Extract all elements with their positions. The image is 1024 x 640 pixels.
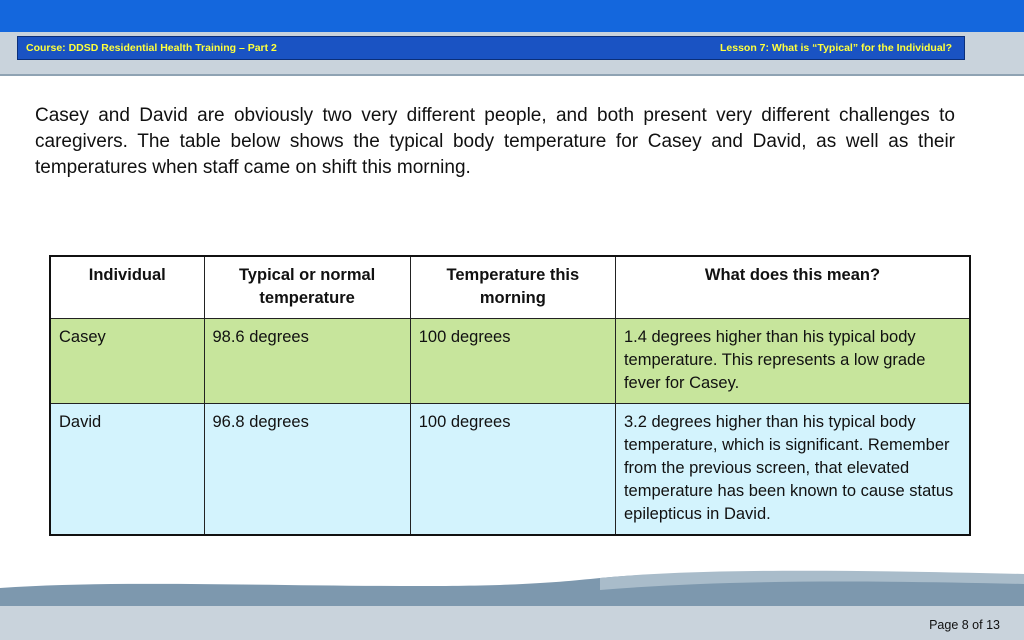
cell-typical-temperature: 98.6 degrees: [204, 319, 410, 404]
cell-individual: David: [50, 404, 204, 536]
table-row: [50, 319, 970, 404]
cell-typical-temperature: 96.8 degrees: [204, 404, 410, 536]
cell-temperature-this-morning: 100 degrees: [410, 319, 615, 404]
table-header-row: [50, 256, 970, 319]
header-bar: [17, 36, 965, 60]
footer-wave: [0, 560, 1024, 640]
header-meaning: What does this mean?: [615, 256, 970, 319]
cell-individual: Casey: [50, 319, 204, 404]
temperature-table: [49, 255, 971, 536]
top-band: [0, 0, 1024, 33]
header-temperature-this-morning: Temperature this morning: [410, 256, 615, 319]
lesson-title: Lesson 7: What is “Typical” for the Individual?: [720, 42, 952, 54]
intro-paragraph: Casey and David are obviously two very different people, and both present very different challenges to caregivers. The table below shows the typical body temperature for Casey and David, as well as their temperatures when staff came on shift this morning.: [35, 105, 955, 178]
cell-meaning: 1.4 degrees higher than his typical body temperature. This represents a low grade fever for Casey.: [615, 319, 970, 404]
cell-meaning: 3.2 degrees higher than his typical body temperature, which is significant. Remember from the previous screen, that elevated temperature has been known to cause status epilepticus in David.: [615, 404, 970, 536]
page-indicator: Page 8 of 13: [929, 618, 1000, 632]
header-typical-temperature: Typical or normal temperature: [204, 256, 410, 319]
header-individual: Individual: [50, 256, 204, 319]
cell-temperature-this-morning: 100 degrees: [410, 404, 615, 536]
table-row: [50, 404, 970, 536]
course-title: Course: DDSD Residential Health Training – Part 2: [26, 42, 277, 54]
